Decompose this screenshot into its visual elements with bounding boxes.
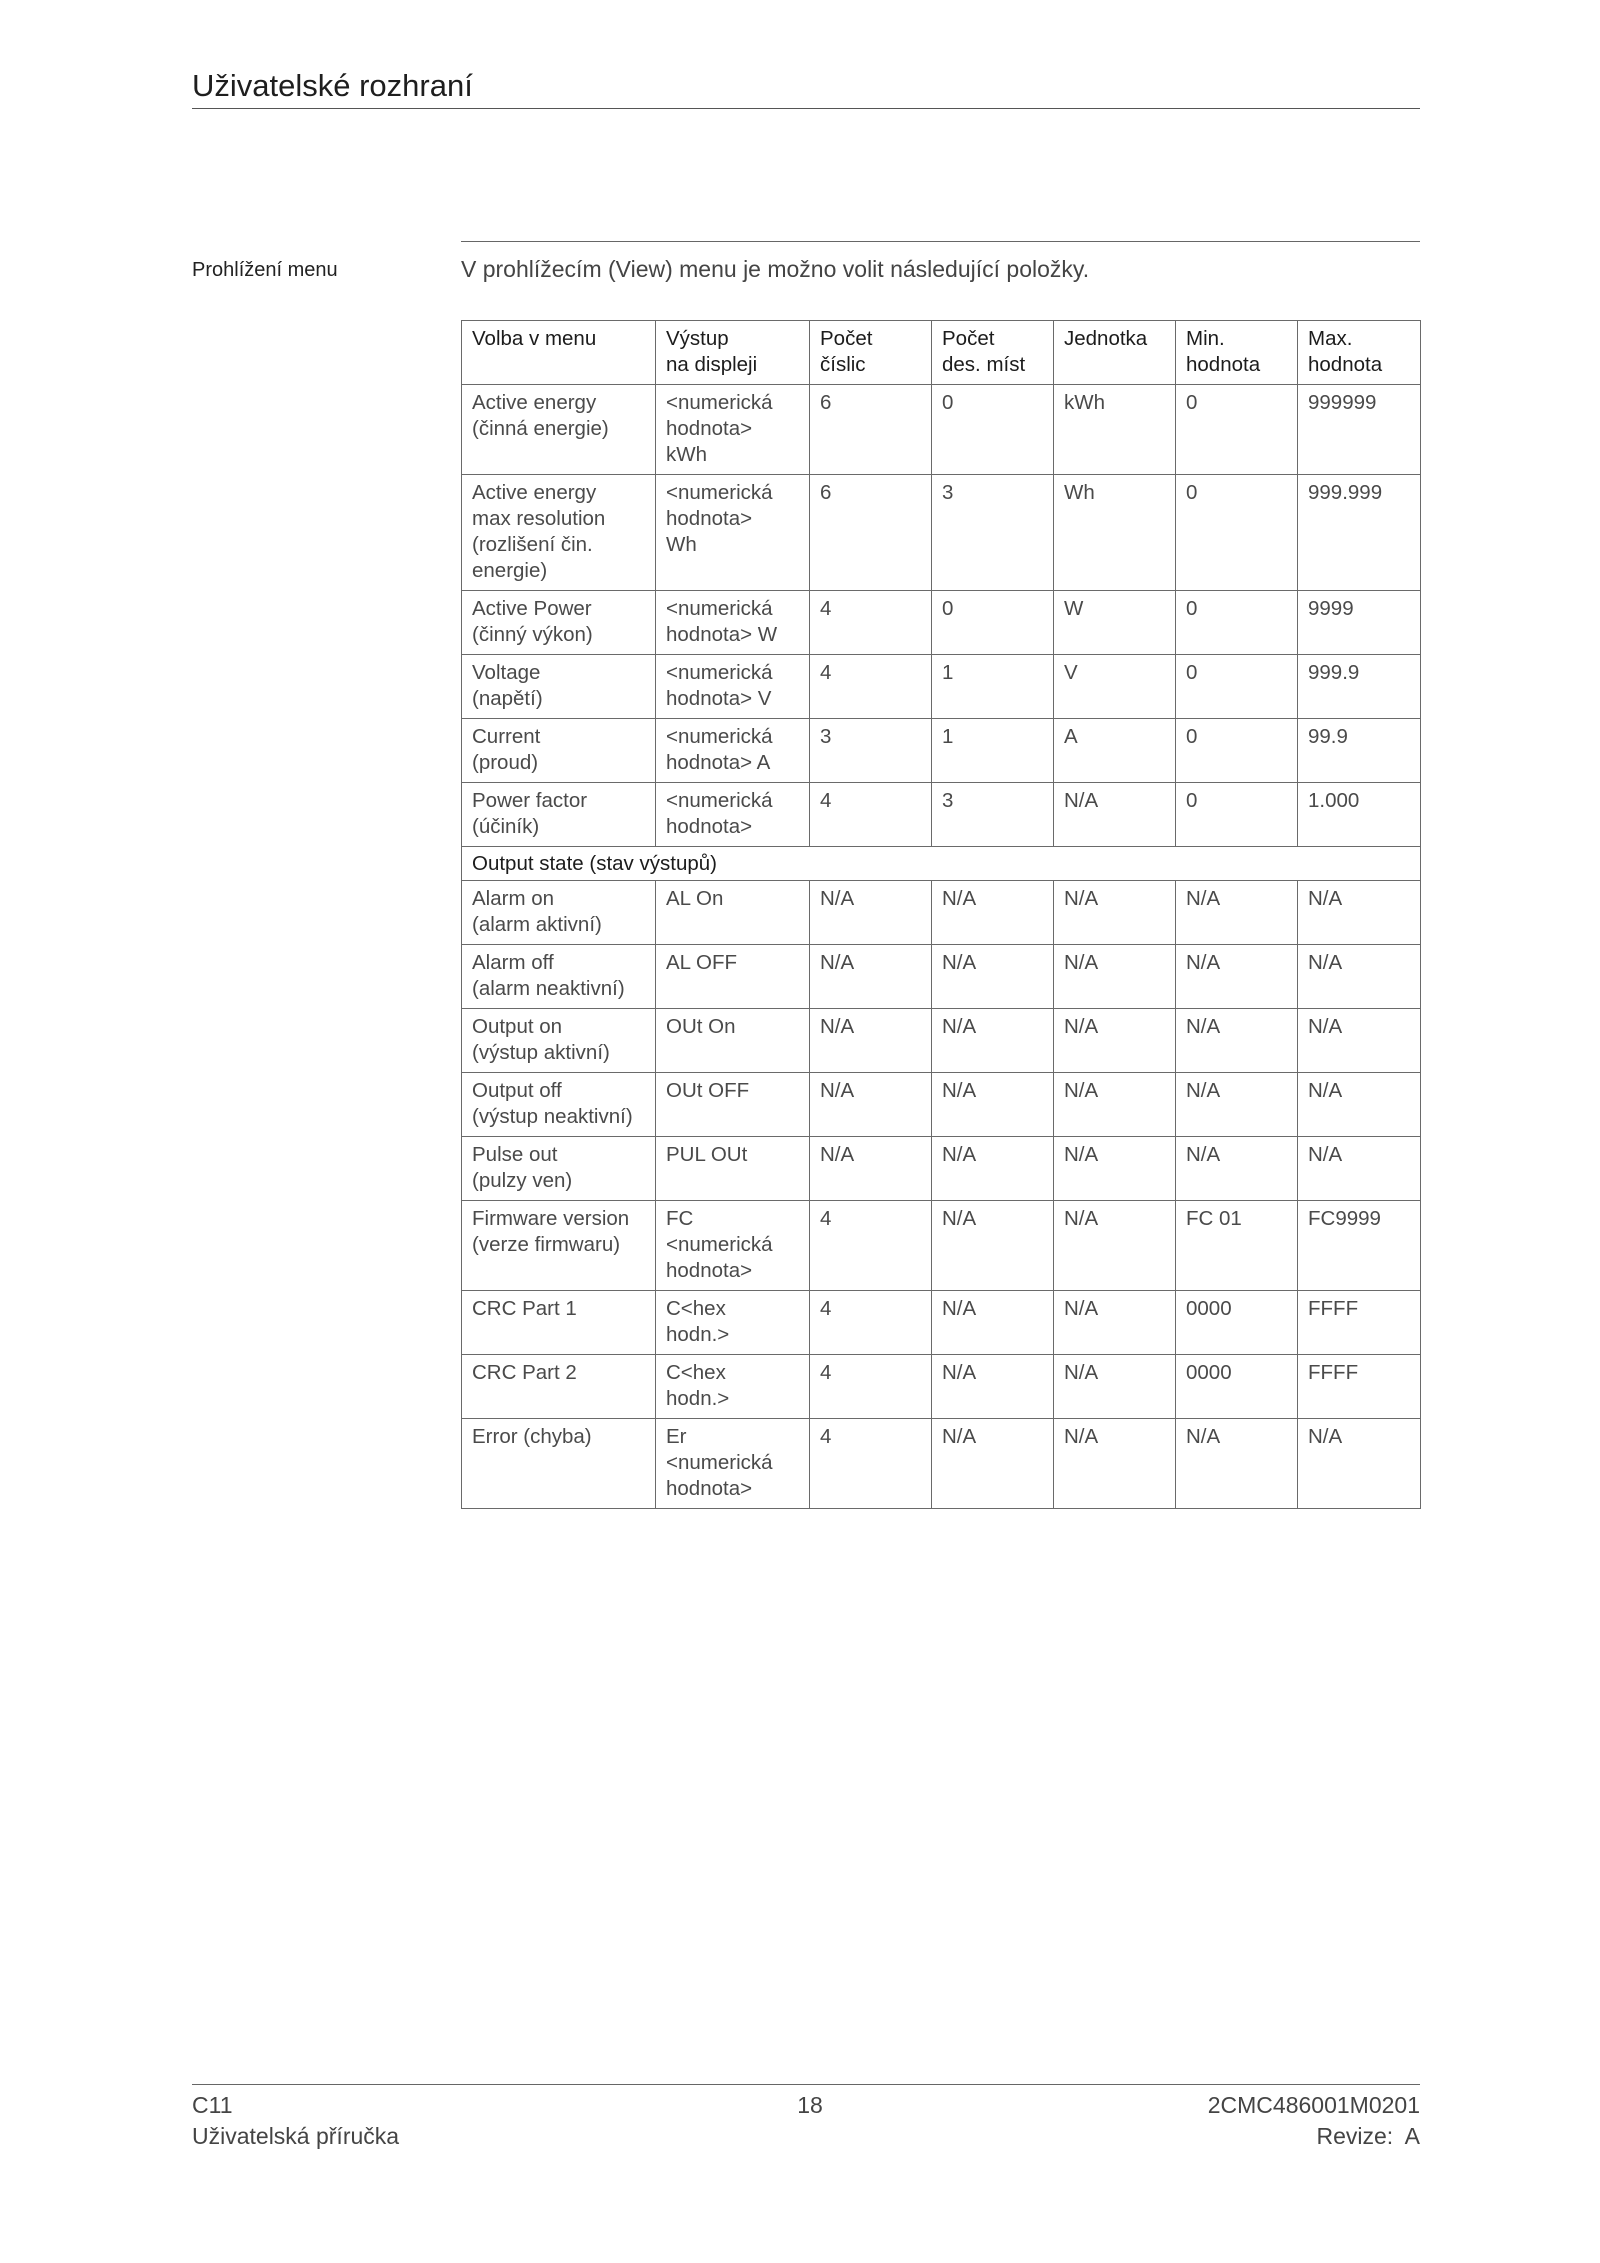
menu-choice-cell: Alarm off (alarm neaktivní) xyxy=(462,945,656,1009)
max-value-cell: FFFF xyxy=(1298,1355,1421,1419)
digit-count-cell: 4 xyxy=(810,655,932,719)
page-number: 18 xyxy=(797,2092,823,2118)
footer-model: C11 xyxy=(192,2092,233,2118)
digit-count-cell: N/A xyxy=(810,1009,932,1073)
max-value-cell: 999.9 xyxy=(1298,655,1421,719)
header-max-value: Max. hodnota xyxy=(1298,321,1421,385)
unit-cell: N/A xyxy=(1054,881,1176,945)
min-value-cell: N/A xyxy=(1176,1137,1298,1201)
unit-cell: N/A xyxy=(1054,1291,1176,1355)
digit-count-cell: N/A xyxy=(810,881,932,945)
menu-choice-cell: Voltage (napětí) xyxy=(462,655,656,719)
table-row xyxy=(462,591,1421,655)
header-digit-count: Počet číslic xyxy=(810,321,932,385)
decimal-count-cell: N/A xyxy=(932,1073,1054,1137)
max-value-cell: N/A xyxy=(1298,1073,1421,1137)
table-body xyxy=(462,385,1421,1509)
table-row xyxy=(462,1201,1421,1291)
display-output-cell: C<hex hodn.> xyxy=(656,1291,810,1355)
menu-choice-cell: Alarm on (alarm aktivní) xyxy=(462,881,656,945)
decimal-count-cell: N/A xyxy=(932,1137,1054,1201)
table-row xyxy=(462,385,1421,475)
menu-choice-cell: Power factor (účiník) xyxy=(462,783,656,847)
digit-count-cell: 4 xyxy=(810,1291,932,1355)
decimal-count-cell: N/A xyxy=(932,1009,1054,1073)
table-row xyxy=(462,1355,1421,1419)
menu-choice-cell: Current (proud) xyxy=(462,719,656,783)
table-row xyxy=(462,1291,1421,1355)
menu-choice-cell: Output off (výstup neaktivní) xyxy=(462,1073,656,1137)
digit-count-cell: 4 xyxy=(810,591,932,655)
display-output-cell: <numerická hodnota> Wh xyxy=(656,475,810,591)
min-value-cell: 0 xyxy=(1176,591,1298,655)
decimal-count-cell: 3 xyxy=(932,783,1054,847)
footer-revision: Revize: A xyxy=(1316,2123,1420,2149)
decimal-count-cell: N/A xyxy=(932,945,1054,1009)
display-output-cell: AL OFF xyxy=(656,945,810,1009)
footer-manual-name: Uživatelská příručka xyxy=(192,2123,400,2149)
menu-choice-cell: CRC Part 2 xyxy=(462,1355,656,1419)
unit-cell: N/A xyxy=(1054,1009,1176,1073)
display-output-cell: FC <numerická hodnota> xyxy=(656,1201,810,1291)
max-value-cell: 99.9 xyxy=(1298,719,1421,783)
unit-cell: N/A xyxy=(1054,1137,1176,1201)
digit-count-cell: 4 xyxy=(810,1419,932,1509)
unit-cell: kWh xyxy=(1054,385,1176,475)
table-row xyxy=(462,1073,1421,1137)
menu-choice-cell: Firmware version (verze firmwaru) xyxy=(462,1201,656,1291)
view-menu-table xyxy=(461,320,1421,1509)
digit-count-cell: 6 xyxy=(810,475,932,591)
output-state-section-heading: Output state (stav výstupů) xyxy=(462,847,1421,881)
display-output-cell: <numerická hodnota> A xyxy=(656,719,810,783)
decimal-count-cell: N/A xyxy=(932,1291,1054,1355)
table-row xyxy=(462,881,1421,945)
display-output-cell: Er <numerická hodnota> xyxy=(656,1419,810,1509)
header-min-value: Min. hodnota xyxy=(1176,321,1298,385)
menu-choice-cell: Active Power (činný výkon) xyxy=(462,591,656,655)
table-section-row xyxy=(462,847,1421,881)
unit-cell: W xyxy=(1054,591,1176,655)
unit-cell: N/A xyxy=(1054,783,1176,847)
digit-count-cell: N/A xyxy=(810,945,932,1009)
decimal-count-cell: N/A xyxy=(932,1201,1054,1291)
display-output-cell: OUt On xyxy=(656,1009,810,1073)
decimal-count-cell: N/A xyxy=(932,881,1054,945)
menu-choice-cell: Output on (výstup aktivní) xyxy=(462,1009,656,1073)
table-row xyxy=(462,655,1421,719)
table-header-row xyxy=(462,321,1421,385)
max-value-cell: FC9999 xyxy=(1298,1201,1421,1291)
min-value-cell: 0 xyxy=(1176,475,1298,591)
min-value-cell: 0 xyxy=(1176,719,1298,783)
digit-count-cell: N/A xyxy=(810,1073,932,1137)
header-unit: Jednotka xyxy=(1054,321,1176,385)
table-row xyxy=(462,1419,1421,1509)
menu-choice-cell: Active energy max resolution (rozlišení čin. energie) xyxy=(462,475,656,591)
min-value-cell: 0 xyxy=(1176,655,1298,719)
max-value-cell: N/A xyxy=(1298,1009,1421,1073)
decimal-count-cell: N/A xyxy=(932,1419,1054,1509)
min-value-cell: N/A xyxy=(1176,881,1298,945)
unit-cell: Wh xyxy=(1054,475,1176,591)
min-value-cell: N/A xyxy=(1176,945,1298,1009)
max-value-cell: 9999 xyxy=(1298,591,1421,655)
table-row xyxy=(462,783,1421,847)
header-decimal-count: Počet des. míst xyxy=(932,321,1054,385)
footer-divider xyxy=(192,2084,1420,2085)
menu-choice-cell: Pulse out (pulzy ven) xyxy=(462,1137,656,1201)
header-menu-choice: Volba v menu xyxy=(462,321,656,385)
unit-cell: N/A xyxy=(1054,1355,1176,1419)
page-title: Uživatelské rozhraní xyxy=(192,68,473,103)
max-value-cell: N/A xyxy=(1298,881,1421,945)
table-row xyxy=(462,945,1421,1009)
max-value-cell: FFFF xyxy=(1298,1291,1421,1355)
footer-document-number: 2CMC486001M0201 xyxy=(1207,2092,1420,2118)
min-value-cell: FC 01 xyxy=(1176,1201,1298,1291)
unit-cell: N/A xyxy=(1054,1073,1176,1137)
display-output-cell: <numerická hodnota> xyxy=(656,783,810,847)
digit-count-cell: 4 xyxy=(810,1355,932,1419)
menu-choice-cell: Active energy (činná energie) xyxy=(462,385,656,475)
section-intro: V prohlížecím (View) menu je možno volit následující položky. xyxy=(461,256,1090,282)
display-output-cell: OUt OFF xyxy=(656,1073,810,1137)
unit-cell: A xyxy=(1054,719,1176,783)
min-value-cell: 0 xyxy=(1176,783,1298,847)
table-row xyxy=(462,1009,1421,1073)
display-output-cell: <numerická hodnota> kWh xyxy=(656,385,810,475)
min-value-cell: 0 xyxy=(1176,385,1298,475)
table-row xyxy=(462,1137,1421,1201)
max-value-cell: 1.000 xyxy=(1298,783,1421,847)
max-value-cell: N/A xyxy=(1298,1419,1421,1509)
max-value-cell: N/A xyxy=(1298,1137,1421,1201)
min-value-cell: 0000 xyxy=(1176,1291,1298,1355)
digit-count-cell: 6 xyxy=(810,385,932,475)
decimal-count-cell: 3 xyxy=(932,475,1054,591)
max-value-cell: N/A xyxy=(1298,945,1421,1009)
decimal-count-cell: 1 xyxy=(932,719,1054,783)
decimal-count-cell: 0 xyxy=(932,385,1054,475)
decimal-count-cell: N/A xyxy=(932,1355,1054,1419)
min-value-cell: N/A xyxy=(1176,1419,1298,1509)
display-output-cell: AL On xyxy=(656,881,810,945)
section-label: Prohlížení menu xyxy=(192,259,338,281)
display-output-cell: <numerická hodnota> W xyxy=(656,591,810,655)
min-value-cell: 0000 xyxy=(1176,1355,1298,1419)
display-output-cell: PUL OUt xyxy=(656,1137,810,1201)
max-value-cell: 999999 xyxy=(1298,385,1421,475)
menu-choice-cell: CRC Part 1 xyxy=(462,1291,656,1355)
display-output-cell: <numerická hodnota> V xyxy=(656,655,810,719)
digit-count-cell: 4 xyxy=(810,1201,932,1291)
menu-choice-cell: Error (chyba) xyxy=(462,1419,656,1509)
min-value-cell: N/A xyxy=(1176,1009,1298,1073)
unit-cell: N/A xyxy=(1054,945,1176,1009)
title-divider xyxy=(192,108,1420,109)
unit-cell: V xyxy=(1054,655,1176,719)
table-row xyxy=(462,475,1421,591)
intro-divider xyxy=(461,241,1420,242)
digit-count-cell: 3 xyxy=(810,719,932,783)
unit-cell: N/A xyxy=(1054,1419,1176,1509)
display-output-cell: C<hex hodn.> xyxy=(656,1355,810,1419)
max-value-cell: 999.999 xyxy=(1298,475,1421,591)
unit-cell: N/A xyxy=(1054,1201,1176,1291)
digit-count-cell: N/A xyxy=(810,1137,932,1201)
decimal-count-cell: 1 xyxy=(932,655,1054,719)
min-value-cell: N/A xyxy=(1176,1073,1298,1137)
table-row xyxy=(462,719,1421,783)
decimal-count-cell: 0 xyxy=(932,591,1054,655)
header-display-output: Výstup na displeji xyxy=(656,321,810,385)
digit-count-cell: 4 xyxy=(810,783,932,847)
